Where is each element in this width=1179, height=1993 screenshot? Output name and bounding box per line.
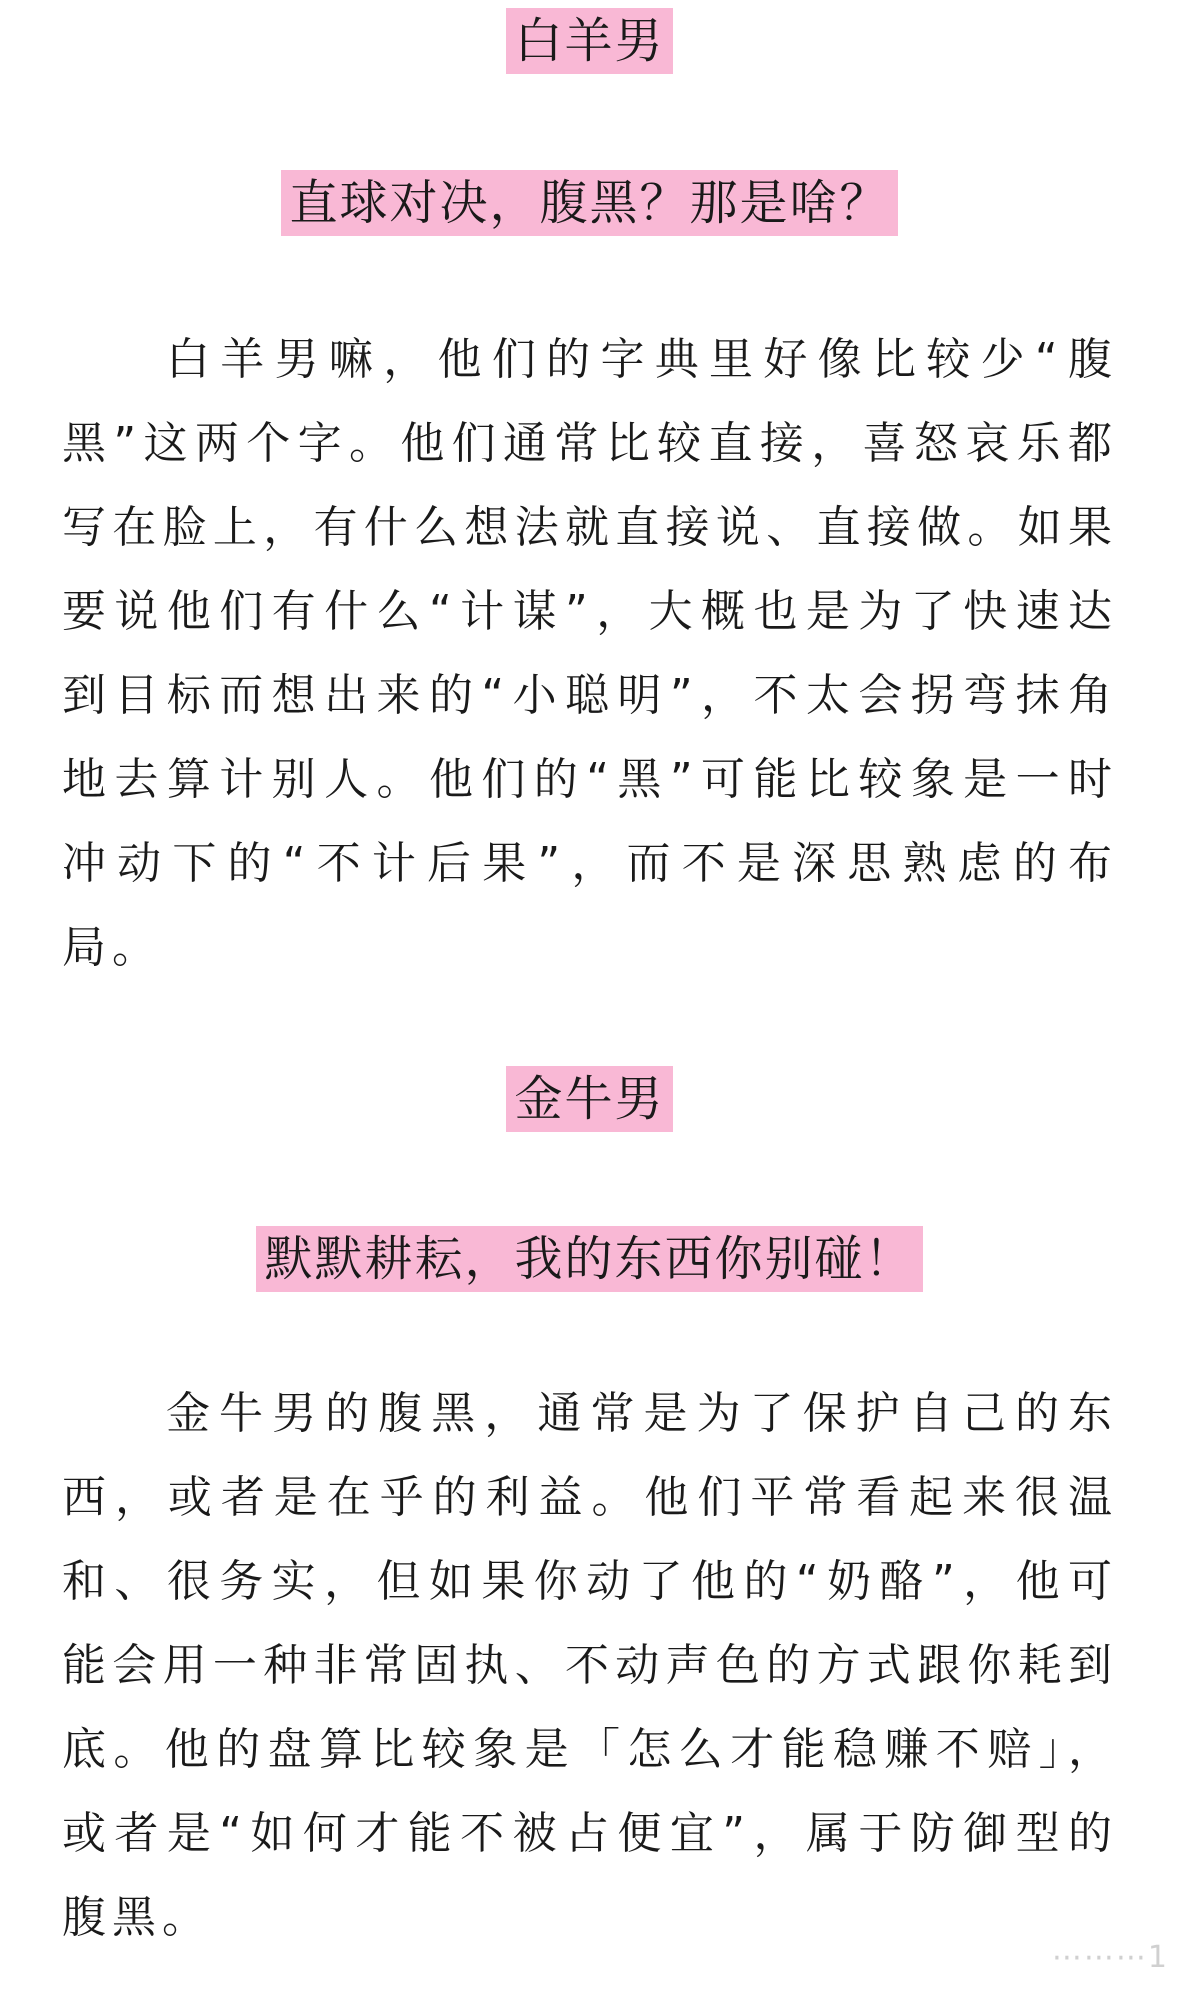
section-2-sign-wrap [0,1066,1179,1132]
section-1-sign-heading: 白羊男 [506,8,672,74]
section-1-headline-wrap [0,170,1179,236]
section-1-body: 白羊男嘛，他们的字典里好像比较少“腹黑”这两个字。他们通常比较直接，喜怒哀乐都写在脸上，有什么想法就直接说、直接做。如果要说他们有什么“计谋”，大概也是为了快速达到目标而想出来的“小聪明”，不太会拐弯抹角地去算计别人。他们的“黑”可能比较象是一时冲动下的“不计后果”，而不是深思熟虑的布局。 [62,334,1118,973]
section-2-headline: 默默耕耘，我的东西你别碰！ [256,1226,922,1292]
section-1-headline: 直球对决，腹黑？那是啥？ [281,170,897,236]
footer-mark: ⋯⋯⋯1 [1051,1940,1169,1975]
section-2-sign-heading: 金牛男 [506,1066,672,1132]
section-1-sign-wrap [0,8,1179,74]
section-2-headline-wrap [0,1226,1179,1292]
section-2-body: 金牛男的腹黑，通常是为了保护自己的东西，或者是在乎的利益。他们平常看起来很温和、很务实，但如果你动了他的“奶酪”，他可能会用一种非常固执、不动声色的方式跟你耗到底。他的盘算比较象是「怎么才能稳赚不赔」，或者是“如何才能不被占便宜”，属于防御型的腹黑。 [62,1388,1118,1943]
